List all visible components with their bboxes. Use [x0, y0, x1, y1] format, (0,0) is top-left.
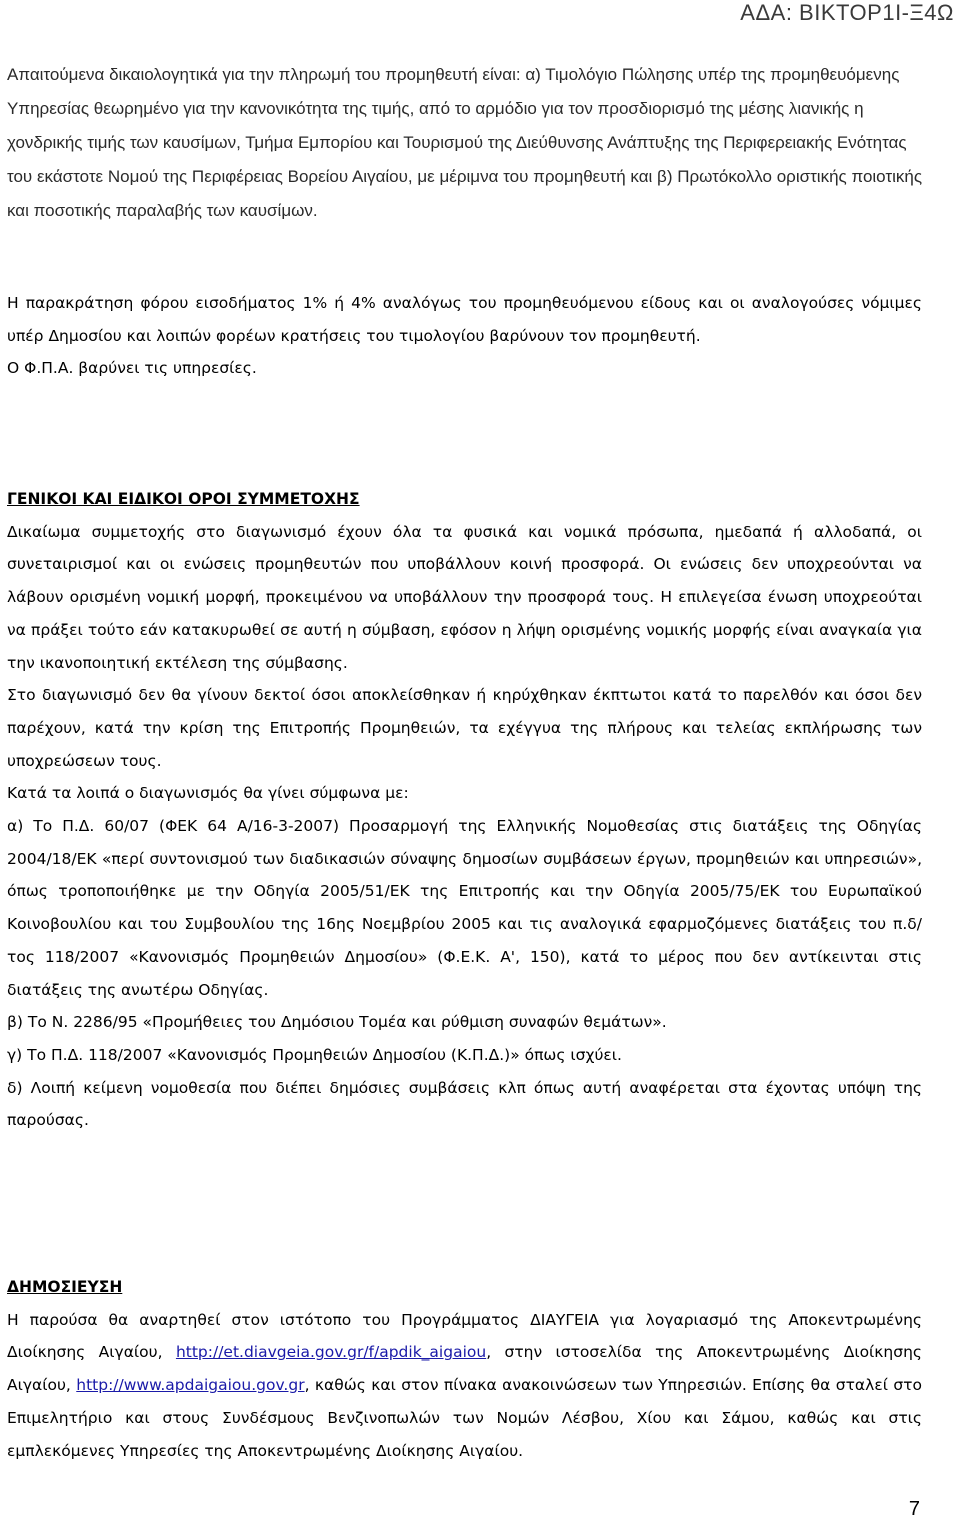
legislation-item-a: α) Το Π.Δ. 60/07 (ΦΕΚ 64 Α/16-3-2007) Προσαρμογή της Ελληνικής Νομοθεσίας στις διατάξεις της Οδηγίας 2004/18/ΕΚ «περί συντονισμού των διαδικασιών σύναψης δημοσίων συμβάσεων έργων, προμηθειών και υπηρεσιών», όπως τροποποιήθηκε με την Οδηγία 2005/51/ΕΚ της Επιτροπής και την Οδηγία 2005/75/ΕΚ του Ευρωπαϊκού Κοινοβουλίου και του Συμβουλίου της 16ης Νοεμβρίου 2005 και τις αναλογικά εφαρμοζόμενες διατάξεις του π.δ/τος 118/2007 «Κανονισμός Προμηθειών Δημοσίου» (Φ.Ε.Κ. Α', 150), κατά το μέρος που δεν αντίκεινται στις διατάξεις της ανωτέρω Οδηγίας.	[7, 817, 922, 999]
publication-paragraph	[7, 1304, 922, 1468]
publication-text-1: Η παρούσα θα αναρτηθεί στον ιστότοπο του Προγράμματος ΔΙΑΥΓΕΙΑ για λογαριασμό της Αποκεντρωμένης Διοίκησης Αιγαίου,	[7, 1310, 922, 1362]
tax-section	[7, 287, 922, 385]
payment-documents-paragraph: Απαιτούμενα δικαιολογητικά για την πληρωμή του προμηθευτή είναι: α) Τιμολόγιο Πώλησης υπέρ της προμηθευόμενης Υπηρεσίας θεωρημένο για την κανονικότητα της τιμής, από το αρμόδιο για τον προσδιορισμό της μέσης λιανικής η χονδρικής τιμής των καυσίμων, Τμήμα Εμπορίου και Τουρισμού της Διεύθυνσης Ανάπτυξης της Περιφερειακής Ενότητας του εκάστοτε Νομού της Περιφέρειας Βορείου Αιγαίου, με μέριμνα του προμηθευτή και β) Πρωτόκολλο οριστικής ποιοτικής και ποσοτικής παραλαβής των καυσίμων.	[7, 65, 923, 220]
publication-text-2: , στην ιστοσελίδα της Αποκεντρωμένης Διοίκησης Αιγαίου,	[7, 1343, 923, 1395]
page-number: 7	[908, 1498, 920, 1520]
terms-paragraph-3: Κατά τα λοιπά ο διαγωνισμός θα γίνει σύμφωνα με:	[7, 784, 409, 803]
publication-text-3: , καθώς και στον πίνακα ανακοινώσεων των Υπηρεσιών. Επίσης θα σταλεί στο Επιμελητήριο και στους Συνδέσμους Βενζινοπωλών των Νομών Λέσβου, Χίου και Σάμου, καθώς και στις εμπλεκόμενες Υπηρεσίες της Αποκεντρωμένης Διοίκησης Αιγαίου.	[7, 1376, 922, 1460]
legislation-item-d: δ) Λοιπή κείμενη νομοθεσία που διέπει δημόσιες συμβάσεις κλπ όπως αυτή αναφέρεται στα έχοντας υπόψη της παρούσας.	[7, 1078, 922, 1130]
terms-paragraph-2: Στο διαγωνισμό δεν θα γίνουν δεκτοί όσοι αποκλείσθηκαν ή κηρύχθηκαν έκπτωτοι κατά το παρελθόν και όσοι δεν παρέχουν, κατά την κρίση της Επιτροπής Προμηθειών, τα εχέγγυα της πλήρους και τελείας εκπλήρωσης των υποχρεώσεων τους.	[7, 686, 922, 770]
apdaigaiou-link[interactable]: http://www.apdaigaiou.gov.gr	[76, 1376, 305, 1395]
terms-paragraph-1: Δικαίωμα συμμετοχής στο διαγωνισμό έχουν όλα τα φυσικά και νομικά πρόσωπα, ημεδαπά ή αλλοδαπά, οι συνεταιρισμοί και οι ενώσεις προμηθευτών που υποβάλλουν κοινή προσφορά. Οι ενώσεις δεν υποχρεούνται να λάβουν ορισμένη νομική μορφή, προκειμένου να υποβάλλουν την προσφορά τους. Η επιλεγείσα ένωση υποχρεούται να πράξει τούτο εάν κατακυρωθεί σε αυτή η σύμβαση, εφόσον η λήψη ορισμένης νομικής μορφής είναι αναγκαία για την ικανοποιητική εκτέλεση της σύμβασης.	[7, 522, 922, 672]
legislation-item-b: β) Το Ν. 2286/95 «Προμήθειες του Δημόσιου Τομέα και ρύθμιση συναφών θεμάτων».	[7, 1013, 667, 1032]
terms-section	[7, 483, 922, 1137]
publication-section	[7, 1271, 922, 1467]
publication-heading: ΔΗΜΟΣΙΕΥΣΗ	[7, 1278, 123, 1296]
diavgeia-link[interactable]: http://et.diavgeia.gov.gr/f/apdik_aigaiou	[175, 1343, 487, 1362]
terms-heading: ΓΕΝΙΚΟΙ ΚΑΙ ΕΙΔΙΚΟΙ ΟΡΟΙ ΣΥΜΜΕΤΟΧΗΣ	[7, 490, 360, 508]
tax-paragraph: Η παρακράτηση φόρου εισοδήματος 1% ή 4% αναλόγως του προμηθευόμενου είδους και οι αναλογούσες νόμιμες υπέρ Δημοσίου και λοιπών φορέων κρατήσεις του τιμολογίου βαρύνουν τον προμηθευτή.	[7, 294, 922, 345]
vat-line: Ο Φ.Π.Α. βαρύνει τις υπηρεσίες.	[7, 359, 257, 378]
legislation-item-c: γ) Το Π.Δ. 118/2007 «Κανονισμός Προμηθειών Δημοσίου (Κ.Π.Δ.)» όπως ισχύει.	[7, 1045, 622, 1064]
ada-code: ΑΔΑ: ΒΙΚΤΟΡ1Ι-Ξ4Ω	[740, 0, 954, 25]
